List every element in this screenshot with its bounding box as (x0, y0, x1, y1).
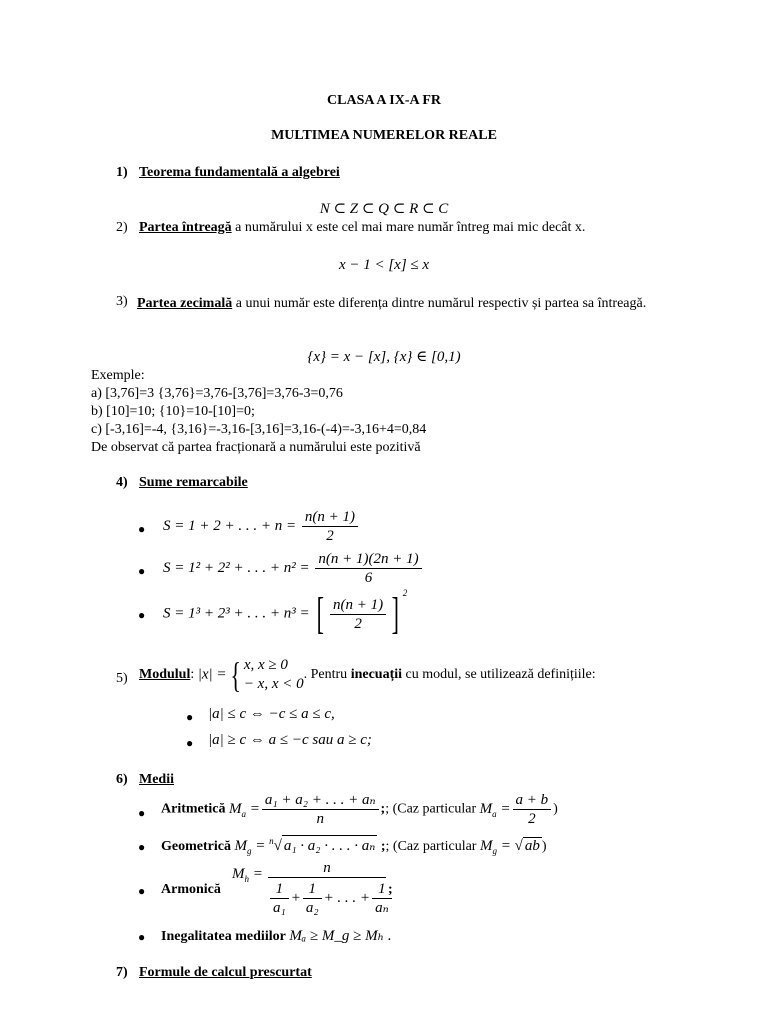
sum-3-left: S = 1³ + 2³ + . . . + n³ = (163, 605, 310, 622)
sum-1-numerator: n(n + 1) (302, 508, 358, 527)
section-2-text (139, 220, 585, 236)
section-1-formula: N ⊂ Z ⊂ Q ⊂ R ⊂ C (319, 201, 449, 217)
section-5-text-pre: . Pentru (303, 667, 351, 682)
harmonic-one: 1 (372, 880, 392, 899)
abs-definition-left: |x| = (197, 666, 227, 683)
page-subtitle: MULTIMEA NUMERELOR REALE (271, 128, 497, 143)
mean-geometric: Geometrică $M_g = ^n√$ a₁ · a₂ · . . . · aₙ ;; (Caz particular $M_g$ = √ ab ) (161, 836, 547, 856)
arithmetic-m: M (229, 800, 242, 817)
section-4-number: 4) (116, 475, 128, 490)
sum-3-denominator: 2 (354, 615, 362, 632)
sum-formula-1 (163, 508, 360, 545)
arithmetic-particular-label: ; (Caz particular (385, 801, 480, 817)
section-6-number: 6) (116, 772, 128, 787)
abs-case-2: − x, x < 0 (243, 676, 304, 692)
bullet-icon: ● (138, 884, 146, 898)
harmonic-m-letter: M (232, 866, 245, 882)
section-5-heading: Modulul (139, 667, 191, 682)
right-bracket-icon: ] (391, 589, 400, 638)
geometric-radicand: a₁ · a₂ · . . . · aₙ (282, 835, 378, 855)
section-2-definition: a numărului x este cel mai mare număr întreg mai mic decât x. (231, 220, 586, 235)
section-7-heading: Formule de calcul prescurtat (139, 965, 312, 980)
arithmetic-particular-fraction (513, 791, 552, 828)
example-b: b) [10]=10; {10}=10-[10]=0; (91, 404, 255, 419)
section-2-number: 2) (116, 220, 128, 235)
section-5-number: 5) (116, 671, 128, 686)
bullet-icon: ● (138, 608, 146, 622)
bullet-icon: ● (138, 564, 146, 578)
geometric-m: M (234, 838, 247, 854)
harmonic-end: ; (388, 882, 393, 897)
arithmetic-label: Aritmetică (161, 801, 226, 817)
section-5-text-bold: inecuații (350, 667, 403, 682)
sum-2-denominator: 6 (364, 570, 373, 586)
section-3-number: 3) (116, 294, 128, 309)
examples-label: Exemple: (91, 368, 145, 383)
sum-3-fraction (330, 596, 386, 633)
inequality-formula: Mₐ ≥ M_g ≥ Mₕ . (289, 928, 392, 944)
mean-inequality (161, 926, 392, 945)
section-3-definition: a unui număr este diferența dintre numărul respectiv și partea sa întreagă. (232, 296, 647, 311)
section-1-number: 1) (116, 165, 128, 180)
harmonic-numerator: n (268, 859, 386, 878)
harmonic-one: 1 (303, 880, 322, 899)
section-3-formula: {x} = x − [x], {x} ∈ [0,1) (307, 349, 461, 365)
harmonic-term-2 (303, 880, 322, 917)
section-6-heading: Medii (139, 772, 174, 787)
left-bracket-icon: [ (317, 589, 325, 638)
sum-2-left: S = 1² + 2² + . . . + n² = (163, 559, 310, 576)
harmonic-sub: h (244, 874, 249, 884)
arithmetic-numerator: a₁ + a₂ + . . . + aₙ (262, 791, 379, 810)
section-5-line (139, 656, 596, 694)
abs-cases (244, 656, 304, 694)
sum-2-fraction (315, 550, 421, 587)
abs-inequality-2: |a| ≥ c ⇔ a ≤ −c sau a ≥ c; (208, 732, 372, 748)
section-5-text-post: cu modul, se utilizează definițiile: (402, 667, 596, 682)
sum-formula-3 (163, 588, 408, 638)
bullet-icon: ● (186, 710, 194, 724)
sum-1-left: S = 1 + 2 + . . . + n = (163, 517, 297, 534)
bullet-icon: ● (138, 930, 146, 944)
geometric-particular-label: ; (Caz particular (385, 839, 480, 854)
abs-inequality-1: |a| ≤ c ⇔ −c ≤ a ≤ c, (208, 706, 335, 722)
bullet-icon: ● (186, 736, 194, 750)
arithmetic-particular-denominator: 2 (528, 811, 536, 827)
arithmetic-sub: a (241, 808, 247, 819)
section-3-text (137, 294, 677, 313)
sum-formula-2 (163, 550, 424, 587)
inequality-label: Inegalitatea mediilor (161, 929, 286, 944)
harmonic-denominator: $\frac{1}{\text{a₁}}$ + $\frac{1}{\text{a₂}}$ + . . . + $\frac{1}{\text{aₙ}}$ (268, 880, 394, 917)
arithmetic-fraction (262, 791, 379, 828)
mean-arithmetic: Aritmetică $M_a$ = $\frac{\text{a₁ + a₂ + . . . + aₙ}}{n}$ ;; (Caz particular $M_a$ = $\frac{a + b}{2}$ ) (161, 792, 558, 827)
section-4-heading: Sume remarcabile (139, 475, 248, 490)
harmonic-term-1 (270, 880, 289, 917)
harmonic-an: aₙ (375, 900, 389, 916)
bullet-icon: ● (138, 522, 146, 536)
example-a: a) [3,76]=3 {3,76}=3,76-[3,76]=3,76-3=0,76 (91, 386, 343, 401)
left-brace-icon: { (229, 655, 241, 695)
example-c: c) [-3,16]=-4, {3,16}=-3,16-[3,16]=3,16-(-4)=-3,16+4=0,84 (91, 422, 427, 437)
section-2-formula: x − 1 < [x] ≤ x (338, 257, 430, 273)
harmonic-label: Armonică (161, 882, 221, 897)
section-5-colon: : (190, 667, 198, 682)
sum-2-numerator: n(n + 1)(2n + 1) (315, 550, 421, 569)
page-title: CLASA A IX-A FR (327, 93, 441, 108)
harmonic-a2: a₂ (305, 900, 319, 916)
section-7-number: 7) (116, 965, 128, 980)
harmonic-a1: a₁ (273, 900, 286, 916)
section-1-heading: Teorema fundamentală a algebrei (139, 165, 340, 180)
arithmetic-close: ) (553, 801, 558, 817)
sum-3-exponent: 2 (402, 588, 408, 598)
geometric-close: ) (541, 839, 547, 854)
harmonic-one: 1 (270, 880, 289, 899)
sum-3-numerator: n(n + 1) (330, 596, 386, 615)
bullet-icon: ● (138, 840, 146, 854)
section-2-term: Partea întreagă (139, 220, 232, 235)
harmonic-m: $M_h$ = (232, 866, 263, 884)
arithmetic-particular-numerator: a + b (513, 791, 552, 810)
geometric-particular-radicand: ab (524, 838, 540, 854)
geometric-sub: g (246, 846, 252, 856)
sum-1-fraction (302, 508, 358, 545)
geometric-label: Geometrică (161, 839, 231, 854)
sum-1-denominator: 2 (326, 528, 334, 544)
abs-case-1: x, x ≥ 0 (243, 657, 288, 673)
arithmetic-denominator: n (316, 811, 324, 827)
examples-note: De observat că partea fracționară a numărului este pozitivă (91, 440, 421, 455)
bullet-icon: ● (138, 806, 146, 820)
section-3-term: Partea zecimală (137, 296, 233, 311)
